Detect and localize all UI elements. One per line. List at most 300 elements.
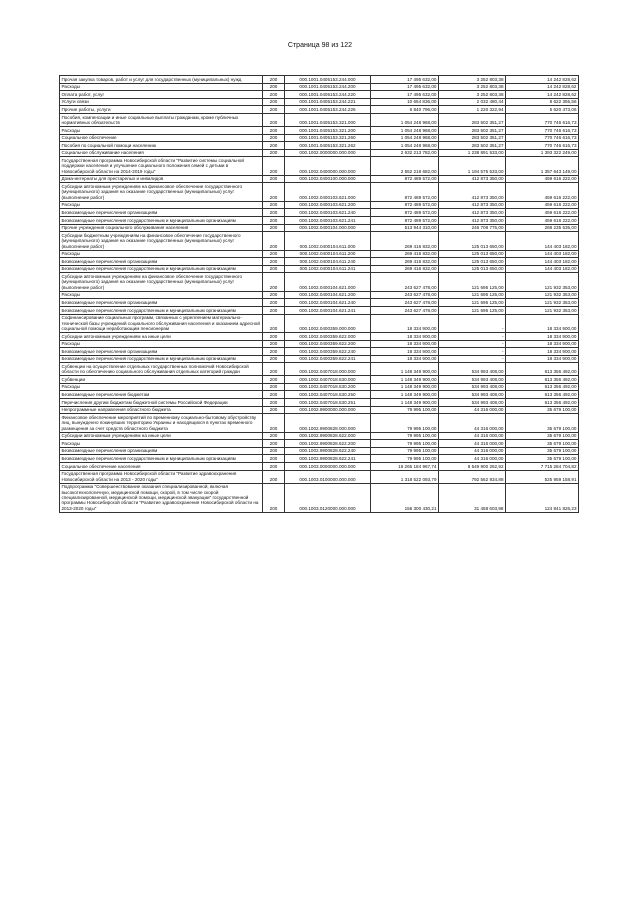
- row-name-cell: Социальное обеспечение населения: [60, 463, 263, 471]
- row-name-cell: Безвозмездные перечисления бюджетам: [60, 391, 263, 399]
- table-row: [60, 201, 579, 209]
- row-approved-cell: 1 148 349 900,00: [371, 383, 439, 391]
- row-admin-code-cell: 200: [263, 258, 285, 266]
- row-name-cell: Субсидии автономным учреждениям на иные цели: [60, 432, 263, 440]
- page-number-label: Страница 98 из 122: [287, 42, 353, 49]
- row-approved-cell: 17 495 632,00: [371, 76, 439, 84]
- row-executed-cell: 412 873 350,00: [439, 175, 506, 183]
- row-approved-cell: 1 054 248 968,00: [371, 126, 439, 134]
- row-budget-code-cell: 000.1002.0400359.622.000: [285, 332, 371, 340]
- row-name-cell: Расходы: [60, 250, 263, 258]
- table-row: [60, 470, 579, 483]
- row-approved-cell: 269 416 832,00: [371, 265, 439, 273]
- row-unexecuted-cell: 613 356 492,00: [506, 383, 579, 391]
- row-executed-cell: 31 458 603,98: [439, 483, 506, 512]
- row-unexecuted-cell: 18 334 900,00: [506, 348, 579, 356]
- row-approved-cell: 18 334 900,00: [371, 314, 439, 332]
- row-unexecuted-cell: 268 235 535,00: [506, 224, 579, 232]
- table-body: [60, 76, 579, 513]
- row-admin-code-cell: 200: [263, 273, 285, 291]
- row-executed-cell: 2 032 480,44: [439, 98, 506, 106]
- row-approved-cell: 18 334 900,00: [371, 355, 439, 363]
- row-budget-code-cell: 000.1002.9900828.000.000: [285, 414, 371, 432]
- row-name-cell: Услуги связи: [60, 98, 263, 106]
- row-name-cell: Дома-интернаты для престарелых и инвалидов: [60, 175, 263, 183]
- row-budget-code-cell: 000.1002.9900828.622.241: [285, 455, 371, 463]
- row-unexecuted-cell: 613 356 492,00: [506, 376, 579, 384]
- row-approved-cell: 10 654 836,00: [371, 98, 439, 106]
- row-admin-code-cell: 200: [263, 83, 285, 91]
- row-name-cell: Безвозмездные перечисления организациям: [60, 209, 263, 217]
- table-row: [60, 391, 579, 399]
- table-row: [60, 483, 579, 512]
- table-row: [60, 157, 579, 175]
- row-unexecuted-cell: 121 932 353,00: [506, 306, 579, 314]
- row-budget-code-cell: 000.1002.0400100.000.000: [285, 175, 371, 183]
- row-executed-cell: 283 502 351,27: [439, 142, 506, 150]
- row-unexecuted-cell: 35 679 100,00: [506, 414, 579, 432]
- row-executed-cell: 44 316 000,00: [439, 440, 506, 448]
- row-budget-code-cell: 000.1003.0100000.000.000: [285, 470, 371, 483]
- row-executed-cell: 8 549 900 262,92: [439, 463, 506, 471]
- row-budget-code-cell: 000.1002.0407018.530.000: [285, 376, 371, 384]
- row-unexecuted-cell: 35 679 100,00: [506, 447, 579, 455]
- row-admin-code-cell: 200: [263, 355, 285, 363]
- row-name-cell: Безвозмездные перечисления организациям: [60, 299, 263, 307]
- row-budget-code-cell: 000.1002.0400104.621.240: [285, 299, 371, 307]
- row-budget-code-cell: 000.1002.0407018.000.000: [285, 363, 371, 376]
- row-unexecuted-cell: 124 841 826,23: [506, 483, 579, 512]
- row-name-cell: Расходы: [60, 383, 263, 391]
- row-budget-code-cell: 000.1002.9900828.622.000: [285, 432, 371, 440]
- row-unexecuted-cell: 7 715 284 704,82: [506, 463, 579, 471]
- row-approved-cell: 1 054 248 968,00: [371, 142, 439, 150]
- row-unexecuted-cell: 14 242 828,62: [506, 83, 579, 91]
- row-approved-cell: 872 489 572,00: [371, 201, 439, 209]
- row-name-cell: Расходы: [60, 340, 263, 348]
- row-name-cell: Безвозмездные перечисления организациям: [60, 348, 263, 356]
- row-executed-cell: 44 316 000,00: [439, 406, 506, 414]
- table-row: [60, 332, 579, 340]
- table-row: [60, 126, 579, 134]
- row-admin-code-cell: 200: [263, 224, 285, 232]
- row-executed-cell: 3 252 803,38: [439, 83, 506, 91]
- row-admin-code-cell: 200: [263, 201, 285, 209]
- table-row: [60, 455, 579, 463]
- row-admin-code-cell: 200: [263, 91, 285, 99]
- table-row: [60, 83, 579, 91]
- row-admin-code-cell: 200: [263, 470, 285, 483]
- row-approved-cell: 1 148 349 900,00: [371, 363, 439, 376]
- row-admin-code-cell: 200: [263, 391, 285, 399]
- row-admin-code-cell: 200: [263, 340, 285, 348]
- table-row: [60, 98, 579, 106]
- row-executed-cell: 283 502 351,27: [439, 113, 506, 126]
- row-approved-cell: 269 416 832,00: [371, 250, 439, 258]
- row-budget-code-cell: 000.1002.0400359.622.240: [285, 348, 371, 356]
- row-unexecuted-cell: 525 959 158,91: [506, 470, 579, 483]
- row-admin-code-cell: 200: [263, 314, 285, 332]
- row-name-cell: Оплата работ, услуг: [60, 91, 263, 99]
- row-unexecuted-cell: 14 242 828,62: [506, 91, 579, 99]
- row-unexecuted-cell: 144 403 182,00: [506, 250, 579, 258]
- table-row: [60, 447, 579, 455]
- row-budget-code-cell: 000.1003.0000000.000.000: [285, 463, 371, 471]
- row-name-cell: Безвозмездные перечисления государственным и муниципальным организациям: [60, 306, 263, 314]
- row-unexecuted-cell: 1 357 643 149,00: [506, 157, 579, 175]
- row-name-cell: Государственная программа Новосибирской области "Развитие системы социальной поддержки населения и улучшение социального положения семей с детьми в Новосибирской области на 2014-2019 годы": [60, 157, 263, 175]
- row-name-cell: Безвозмездные перечисления организациям: [60, 447, 263, 455]
- row-executed-cell: -: [439, 332, 506, 340]
- row-admin-code-cell: 200: [263, 76, 285, 84]
- row-admin-code-cell: 200: [263, 463, 285, 471]
- row-budget-code-cell: 000.1002.9900000.000.000: [285, 406, 371, 414]
- row-approved-cell: 1 054 248 968,00: [371, 134, 439, 142]
- row-admin-code-cell: 200: [263, 98, 285, 106]
- row-approved-cell: 18 334 900,00: [371, 348, 439, 356]
- row-budget-code-cell: 000.1002.0400104.611.240: [285, 258, 371, 266]
- row-admin-code-cell: 200: [263, 183, 285, 201]
- row-budget-code-cell: 000.1002.9900828.622.240: [285, 447, 371, 455]
- row-budget-code-cell: 000.1002.0400104.611.000: [285, 232, 371, 250]
- table-row: [60, 348, 579, 356]
- row-admin-code-cell: 200: [263, 126, 285, 134]
- row-name-cell: Субсидии автономным учреждениям на иные цели: [60, 332, 263, 340]
- row-executed-cell: 125 013 650,00: [439, 250, 506, 258]
- row-budget-code-cell: 000.1003.0120000.000.000: [285, 483, 371, 512]
- row-admin-code-cell: 200: [263, 106, 285, 114]
- row-executed-cell: 44 316 000,00: [439, 447, 506, 455]
- row-approved-cell: 156 300 430,21: [371, 483, 439, 512]
- row-unexecuted-cell: 459 616 222,00: [506, 201, 579, 209]
- row-executed-cell: 534 993 408,00: [439, 391, 506, 399]
- row-name-cell: Субсидии бюджетным учреждениям на финансовое обеспечение государственного (муниципального) задания на оказание государственных (муниципальных) услуг (выполнение работ): [60, 232, 263, 250]
- row-budget-code-cell: 000.1002.0400103.621.200: [285, 201, 371, 209]
- row-admin-code-cell: 200: [263, 265, 285, 273]
- table-row: [60, 299, 579, 307]
- table-row: [60, 106, 579, 114]
- row-unexecuted-cell: 613 356 492,00: [506, 363, 579, 376]
- row-budget-code-cell: 000.1002.0400103.621.240: [285, 209, 371, 217]
- row-unexecuted-cell: 459 616 222,00: [506, 183, 579, 201]
- row-executed-cell: 121 695 125,00: [439, 306, 506, 314]
- row-approved-cell: 2 552 218 682,00: [371, 157, 439, 175]
- row-admin-code-cell: 200: [263, 209, 285, 217]
- table-row: [60, 440, 579, 448]
- row-admin-code-cell: 200: [263, 383, 285, 391]
- row-name-cell: Государственная программа Новосибирской области "Развитие здравоохранения Новосибирской области на 2013 - 2020 годы": [60, 470, 263, 483]
- row-executed-cell: 125 013 650,00: [439, 258, 506, 266]
- row-unexecuted-cell: 18 334 900,00: [506, 340, 579, 348]
- row-approved-cell: 79 995 100,00: [371, 414, 439, 432]
- row-budget-code-cell: 000.1002.0400359.000.000: [285, 314, 371, 332]
- row-unexecuted-cell: 459 616 222,00: [506, 175, 579, 183]
- row-name-cell: Непрограммные направления областного бюджета: [60, 406, 263, 414]
- row-approved-cell: 18 334 900,00: [371, 340, 439, 348]
- row-name-cell: Расходы: [60, 440, 263, 448]
- row-executed-cell: 3 252 803,38: [439, 76, 506, 84]
- row-name-cell: Перечисления другим бюджетам бюджетной системы Российской Федерации: [60, 399, 263, 407]
- row-admin-code-cell: 200: [263, 447, 285, 455]
- row-budget-code-cell: 000.1002.0400104.000.000: [285, 224, 371, 232]
- row-approved-cell: 872 489 572,00: [371, 209, 439, 217]
- row-unexecuted-cell: 18 334 900,00: [506, 355, 579, 363]
- row-unexecuted-cell: 144 403 182,00: [506, 232, 579, 250]
- row-name-cell: Софинансирование социальных программ, связанных с укреплением материально-технической базы учреждений социального обслуживания населения и оказанием адресной социальной помощи неработающим пенсионерам: [60, 314, 263, 332]
- row-name-cell: Подпрограмма "Совершенствование оказания специализированной, включая высокотехнологичную, медицинской помощи, скорой, в том числе скорой специализированной, медицинской помощи, медицинской эвакуации" государственной программы Новосибирской области "Развитие здравоохранения Новосибирской области на 2013-2020 годы": [60, 483, 263, 512]
- row-name-cell: Субсидии автономным учреждениям на финансовое обеспечение государственного (муниципального) задания на оказание государственных (муниципальных) услуг (выполнение работ): [60, 183, 263, 201]
- table-row: [60, 175, 579, 183]
- row-approved-cell: 243 627 478,00: [371, 299, 439, 307]
- row-unexecuted-cell: 459 616 222,00: [506, 216, 579, 224]
- table-row: [60, 414, 579, 432]
- table-row: [60, 314, 579, 332]
- row-approved-cell: 872 489 572,00: [371, 175, 439, 183]
- row-unexecuted-cell: 35 679 100,00: [506, 406, 579, 414]
- row-name-cell: Расходы: [60, 291, 263, 299]
- row-unexecuted-cell: 613 356 492,00: [506, 391, 579, 399]
- table-row: [60, 265, 579, 273]
- row-approved-cell: 269 416 832,00: [371, 232, 439, 250]
- row-approved-cell: 1 148 349 900,00: [371, 376, 439, 384]
- row-unexecuted-cell: 5 620 473,06: [506, 106, 579, 114]
- row-executed-cell: 246 708 775,00: [439, 224, 506, 232]
- row-name-cell: Финансовое обеспечение мероприятий по временному социально-бытовому обустройству лиц, вынужденно покинувших территорию Украины и находящихся в пунктах временного размещения за счет средств областного бюджета: [60, 414, 263, 432]
- row-admin-code-cell: 200: [263, 113, 285, 126]
- row-approved-cell: 1 148 349 900,00: [371, 391, 439, 399]
- row-unexecuted-cell: 121 932 353,00: [506, 273, 579, 291]
- row-name-cell: Прочие работы, услуги: [60, 106, 263, 114]
- row-budget-code-cell: 000.1002.0400000.000.000: [285, 157, 371, 175]
- row-budget-code-cell: 000.1001.0405153.244.000: [285, 76, 371, 84]
- row-admin-code-cell: 200: [263, 455, 285, 463]
- row-budget-code-cell: 000.1001.0405153.244.200: [285, 83, 371, 91]
- row-name-cell: Субвенции на осуществление отдельных государственных полномочий Новосибирской области по обеспечению социального обслуживания отдельных категорий граждан: [60, 363, 263, 376]
- row-budget-code-cell: 000.1001.0405153.244.226: [285, 106, 371, 114]
- row-executed-cell: 283 502 351,27: [439, 126, 506, 134]
- row-budget-code-cell: 000.1002.0400103.621.241: [285, 216, 371, 224]
- table-row: [60, 376, 579, 384]
- row-unexecuted-cell: 35 679 100,00: [506, 455, 579, 463]
- row-budget-code-cell: 000.1002.0400359.622.200: [285, 340, 371, 348]
- row-name-cell: Безвозмездные перечисления организациям: [60, 258, 263, 266]
- row-approved-cell: 243 627 478,00: [371, 291, 439, 299]
- row-unexecuted-cell: 18 334 900,00: [506, 314, 579, 332]
- table-row: [60, 355, 579, 363]
- row-name-cell: Субсидии автономным учреждениям на финансовое обеспечение государственного (муниципального) задания на оказание государственных (муниципальных) услуг (выполнение работ): [60, 273, 263, 291]
- row-budget-code-cell: 000.1002.0400104.611.200: [285, 250, 371, 258]
- row-executed-cell: 1 194 575 533,00: [439, 157, 506, 175]
- row-unexecuted-cell: 770 746 616,73: [506, 126, 579, 134]
- row-admin-code-cell: 200: [263, 306, 285, 314]
- row-budget-code-cell: 000.1002.0400104.611.241: [285, 265, 371, 273]
- row-approved-cell: 872 489 572,00: [371, 216, 439, 224]
- row-name-cell: Безвозмездные перечисления государственным и муниципальным организациям: [60, 455, 263, 463]
- row-executed-cell: 792 562 934,88: [439, 470, 506, 483]
- row-executed-cell: 412 873 350,00: [439, 183, 506, 201]
- row-admin-code-cell: 200: [263, 149, 285, 157]
- row-name-cell: Расходы: [60, 201, 263, 209]
- row-name-cell: Безвозмездные перечисления государственным и муниципальным организациям: [60, 265, 263, 273]
- row-name-cell: Расходы: [60, 126, 263, 134]
- row-admin-code-cell: 200: [263, 175, 285, 183]
- row-budget-code-cell: 000.1002.0400104.621.241: [285, 306, 371, 314]
- table-row: [60, 142, 579, 150]
- row-admin-code-cell: 200: [263, 250, 285, 258]
- row-admin-code-cell: 200: [263, 216, 285, 224]
- row-approved-cell: 6 840 796,00: [371, 106, 439, 114]
- row-unexecuted-cell: 770 746 616,73: [506, 142, 579, 150]
- row-executed-cell: 44 316 000,00: [439, 455, 506, 463]
- row-budget-code-cell: 000.1002.9900828.622.200: [285, 440, 371, 448]
- row-budget-code-cell: 000.1002.0407018.530.251: [285, 399, 371, 407]
- row-approved-cell: 2 632 213 782,00: [371, 149, 439, 157]
- table-row: [60, 76, 579, 84]
- row-budget-code-cell: 000.1001.0405153.321.260: [285, 134, 371, 142]
- table-row: [60, 113, 579, 126]
- table-row: [60, 91, 579, 99]
- row-name-cell: Субвенции: [60, 376, 263, 384]
- row-unexecuted-cell: 613 356 492,00: [506, 399, 579, 407]
- row-executed-cell: -: [439, 355, 506, 363]
- row-approved-cell: 243 627 478,00: [371, 273, 439, 291]
- row-admin-code-cell: 200: [263, 432, 285, 440]
- table-row: [60, 463, 579, 471]
- row-admin-code-cell: 200: [263, 157, 285, 175]
- row-approved-cell: 243 627 478,00: [371, 306, 439, 314]
- row-unexecuted-cell: 35 679 100,00: [506, 432, 579, 440]
- row-unexecuted-cell: 144 403 182,00: [506, 265, 579, 273]
- row-budget-code-cell: 000.1001.0405153.321.262: [285, 142, 371, 150]
- row-admin-code-cell: 200: [263, 348, 285, 356]
- row-executed-cell: 3 252 803,38: [439, 91, 506, 99]
- table-row: [60, 340, 579, 348]
- row-unexecuted-cell: 121 932 353,00: [506, 299, 579, 307]
- row-unexecuted-cell: 121 932 353,00: [506, 291, 579, 299]
- table-row: [60, 363, 579, 376]
- row-admin-code-cell: 200: [263, 363, 285, 376]
- table-row: [60, 399, 579, 407]
- row-executed-cell: 1 238 891 533,00: [439, 149, 506, 157]
- row-executed-cell: 121 695 125,00: [439, 273, 506, 291]
- table-row: [60, 183, 579, 201]
- row-admin-code-cell: 200: [263, 332, 285, 340]
- row-admin-code-cell: 200: [263, 142, 285, 150]
- row-budget-code-cell: 000.1002.0400103.621.000: [285, 183, 371, 201]
- row-approved-cell: 79 995 100,00: [371, 440, 439, 448]
- row-budget-code-cell: 000.1001.0405153.244.221: [285, 98, 371, 106]
- row-name-cell: Пособия по социальной помощи населению: [60, 142, 263, 150]
- table-row: [60, 406, 579, 414]
- table-row: [60, 209, 579, 217]
- row-admin-code-cell: 200: [263, 299, 285, 307]
- row-executed-cell: 412 873 350,00: [439, 209, 506, 217]
- row-budget-code-cell: 000.1002.0400104.621.200: [285, 291, 371, 299]
- table-row: [60, 250, 579, 258]
- row-budget-code-cell: 000.1001.0405153.321.200: [285, 126, 371, 134]
- row-approved-cell: 1 318 522 093,79: [371, 470, 439, 483]
- row-budget-code-cell: 000.1002.0407018.530.200: [285, 383, 371, 391]
- row-executed-cell: 412 873 350,00: [439, 201, 506, 209]
- row-unexecuted-cell: 770 746 616,73: [506, 134, 579, 142]
- row-name-cell: Социальное обслуживание населения: [60, 149, 263, 157]
- table-row: [60, 306, 579, 314]
- row-name-cell: Безвозмездные перечисления государственным и муниципальным организациям: [60, 355, 263, 363]
- table-row: [60, 224, 579, 232]
- row-admin-code-cell: 200: [263, 291, 285, 299]
- table-row: [60, 383, 579, 391]
- row-admin-code-cell: 200: [263, 399, 285, 407]
- row-executed-cell: 534 993 408,00: [439, 399, 506, 407]
- row-executed-cell: 534 993 408,00: [439, 363, 506, 376]
- row-admin-code-cell: 200: [263, 440, 285, 448]
- row-executed-cell: -: [439, 348, 506, 356]
- row-executed-cell: 534 993 408,00: [439, 383, 506, 391]
- row-name-cell: Расходы: [60, 83, 263, 91]
- row-executed-cell: 125 013 650,00: [439, 265, 506, 273]
- row-executed-cell: 44 316 000,00: [439, 432, 506, 440]
- table-row: [60, 291, 579, 299]
- row-admin-code-cell: 200: [263, 406, 285, 414]
- row-unexecuted-cell: 18 334 900,00: [506, 332, 579, 340]
- row-executed-cell: -: [439, 314, 506, 332]
- row-approved-cell: 79 995 100,00: [371, 432, 439, 440]
- row-unexecuted-cell: 8 622 355,56: [506, 98, 579, 106]
- row-approved-cell: 1 054 248 968,00: [371, 113, 439, 126]
- row-executed-cell: 125 013 650,00: [439, 232, 506, 250]
- row-unexecuted-cell: 770 746 616,73: [506, 113, 579, 126]
- row-approved-cell: 872 489 572,00: [371, 183, 439, 201]
- row-unexecuted-cell: 14 242 828,62: [506, 76, 579, 84]
- row-budget-code-cell: 000.1002.0400359.622.241: [285, 355, 371, 363]
- row-unexecuted-cell: 459 616 222,00: [506, 209, 579, 217]
- row-budget-code-cell: 000.1002.0400104.621.000: [285, 273, 371, 291]
- row-approved-cell: 17 495 632,00: [371, 83, 439, 91]
- row-name-cell: Социальное обеспечение: [60, 134, 263, 142]
- table-row: [60, 258, 579, 266]
- row-budget-code-cell: 000.1001.0405153.321.000: [285, 113, 371, 126]
- table-row: [60, 134, 579, 142]
- row-name-cell: Безвозмездные перечисления государственным и муниципальным организациям: [60, 216, 263, 224]
- budget-execution-table: [59, 75, 579, 513]
- row-executed-cell: 1 220 322,94: [439, 106, 506, 114]
- row-name-cell: Пособия, компенсации и иные социальные выплаты гражданам, кроме публичных нормативных обязательств: [60, 113, 263, 126]
- row-admin-code-cell: 200: [263, 134, 285, 142]
- row-admin-code-cell: 200: [263, 414, 285, 432]
- row-admin-code-cell: 200: [263, 232, 285, 250]
- row-unexecuted-cell: 1 393 322 249,00: [506, 149, 579, 157]
- row-unexecuted-cell: 35 679 100,00: [506, 440, 579, 448]
- row-approved-cell: 79 995 100,00: [371, 406, 439, 414]
- row-approved-cell: 1 148 349 900,00: [371, 399, 439, 407]
- row-budget-code-cell: 000.1002.0407018.530.250: [285, 391, 371, 399]
- row-admin-code-cell: 200: [263, 483, 285, 512]
- row-approved-cell: 16 265 184 967,74: [371, 463, 439, 471]
- row-executed-cell: 121 695 125,00: [439, 299, 506, 307]
- table-row: [60, 216, 579, 224]
- row-unexecuted-cell: 144 403 182,00: [506, 258, 579, 266]
- row-executed-cell: 283 502 351,27: [439, 134, 506, 142]
- row-approved-cell: 79 995 100,00: [371, 447, 439, 455]
- row-budget-code-cell: 000.1002.0000000.000.000: [285, 149, 371, 157]
- table-row: [60, 432, 579, 440]
- table-row: [60, 232, 579, 250]
- row-admin-code-cell: 200: [263, 376, 285, 384]
- row-budget-code-cell: 000.1001.0405153.244.220: [285, 91, 371, 99]
- row-executed-cell: 121 695 125,00: [439, 291, 506, 299]
- table-row: [60, 273, 579, 291]
- row-executed-cell: -: [439, 340, 506, 348]
